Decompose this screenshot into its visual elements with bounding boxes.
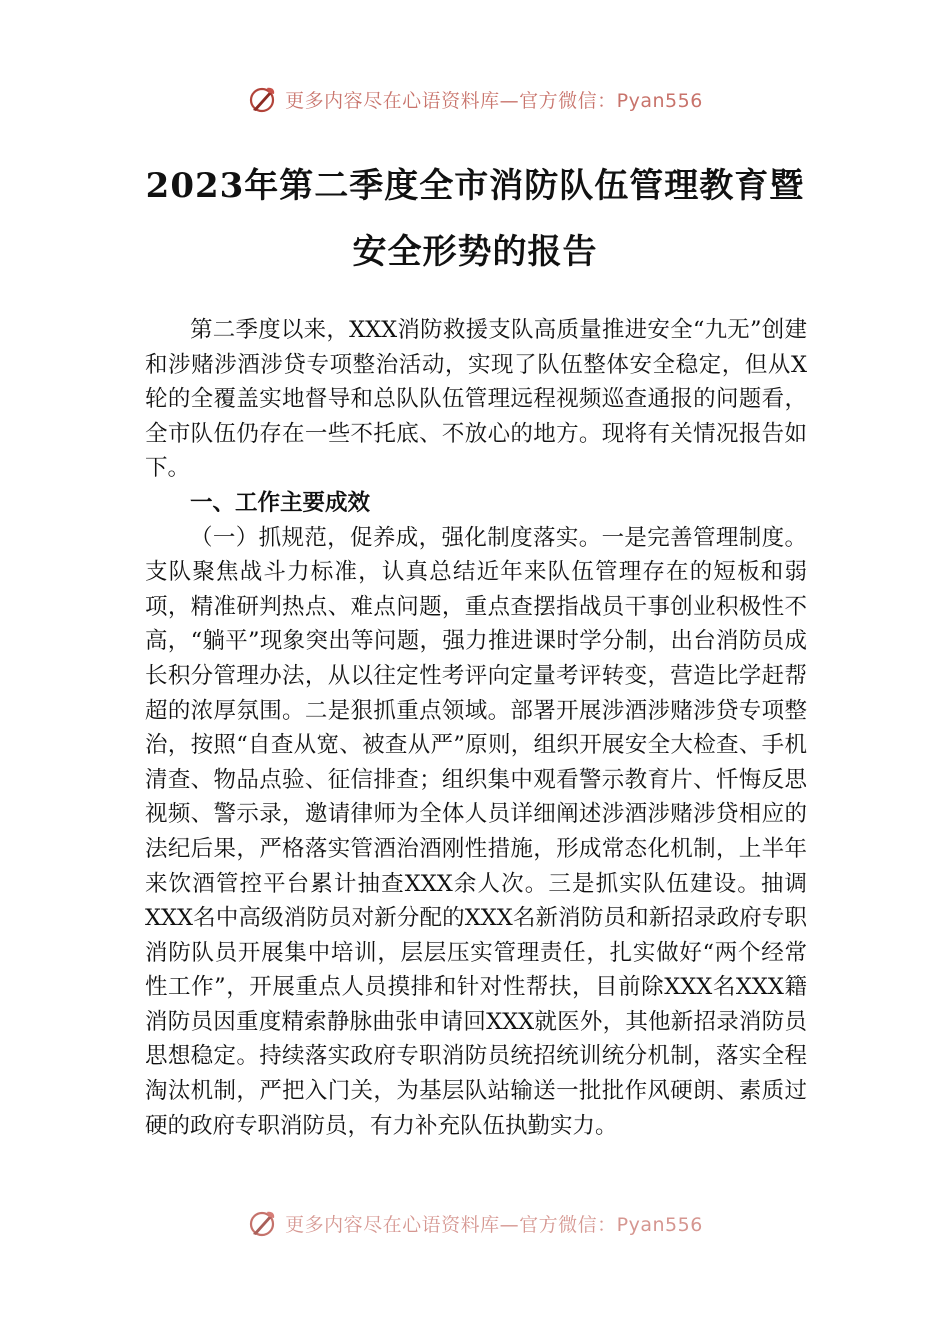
- subsection-title: （一）抓规范，促养成，强化制度落实。: [190, 524, 602, 551]
- intro-paragraph: 第二季度以来，XXX消防救援支队高质量推进安全“九无”创建和涉赌涉酒涉贷专项整治活动，实现了队伍整体安全稳定，但从X轮的全覆盖实地督导和总队队伍管理远程视频巡查通报的问题看，全市队伍仍存在一些不托底、不放心的地方。现将有关情况报告如下。: [145, 317, 807, 482]
- section-heading: 一、工作主要成效: [190, 489, 371, 516]
- watermark-header: [0, 84, 950, 114]
- watermark-text: 更多内容尽在心语资料库—官方微信：Pyan556: [285, 89, 703, 112]
- document-body: [145, 313, 807, 1143]
- subsection-paragraph: [145, 521, 807, 1144]
- watermark-footer: [0, 1208, 950, 1238]
- quill-pen-logo-icon: [247, 1208, 277, 1238]
- document-title-line1: 2023年第二季度全市消防队伍管理教育暨: [145, 166, 805, 206]
- subsection-body: 一是完善管理制度。支队聚焦战斗力标准，认真总结近年来队伍管理存在的短板和弱项，精准研判热点、难点问题，重点查摆指战员干事创业积极性不高，“躺平”现象突出等问题，强力推进课时学分制，出台消防员成长积分管理办法，从以往定性考评向定量考评转变，营造比学赶帮超的浓厚氛围。二是狠抓重点领域。部署开展涉酒涉赌涉贷专项整治，按照“自查从宽、被查从严”原则，组织开展安全大检查、手机清查、物品点验、征信排查；组织集中观看警示教育片、忏悔反思视频、警示录，邀请律师为全体人员详细阐述涉酒涉赌涉贷相应的法纪后果，严格落实管酒治酒刚性措施，形成常态化机制，上半年来饮酒管控平台累计抽查XXX余人次。三是抓实队伍建设。抽调XXX名中高级消防员对新分配的XXX名新消防员和新招录政府专职消防队员开展集中培训，层层压实管理责任，扎实做好“两个经常性工作”，开展重点人员摸排和针对性帮扶，目前除XXX名XXX籍消防员因重度精索静脉曲张申请回XXX就医外，其他新招录消防员思想稳定。持续落实政府专职消防员统招统训统分机制，落实全程淘汰机制，严把入门关，为基层队站输送一批批作风硬朗、素质过硬的政府专职消防员，有力补充队伍执勤实力。: [145, 524, 807, 1139]
- watermark-text: 更多内容尽在心语资料库—官方微信：Pyan556: [285, 1213, 703, 1236]
- document-title-line2: 安全形势的报告: [352, 232, 598, 272]
- quill-pen-logo-icon: [247, 84, 277, 114]
